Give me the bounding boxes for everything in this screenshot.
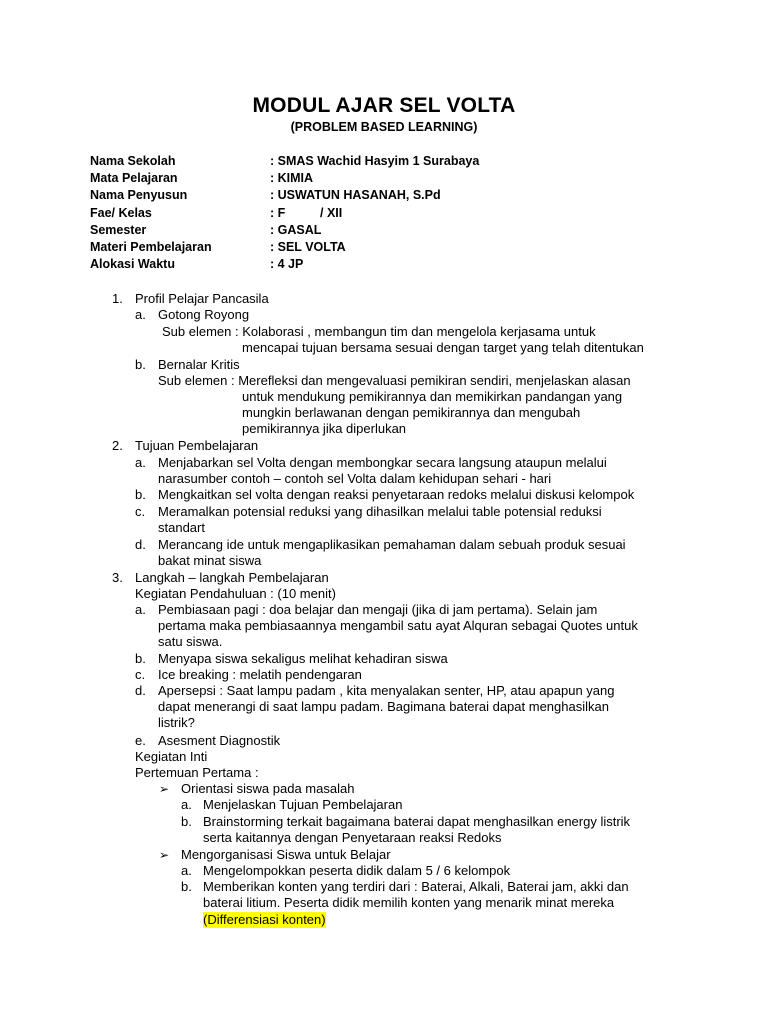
list-marker: a. — [135, 455, 146, 470]
list-item-text: Pembiasaan pagi : doa belajar dan mengaji (jika di jam pertama). Selain jam — [158, 602, 598, 617]
subsection-heading: Kegiatan Inti — [135, 749, 208, 764]
info-label: Alokasi Waktu — [90, 257, 175, 272]
list-item-text: Mengkaitkan sel volta dengan reaksi penyetaraan redoks melalui diskusi kelompok — [158, 487, 635, 502]
info-label: Fae/ Kelas — [90, 205, 152, 220]
info-label: Mata Pelajaran — [90, 171, 178, 186]
info-label: Materi Pembelajaran — [90, 239, 212, 254]
info-label: Nama Penyusun — [90, 188, 188, 203]
list-marker: b. — [135, 651, 146, 666]
list-marker: b. — [181, 879, 192, 894]
list-marker: b. — [135, 357, 146, 372]
info-row-class — [90, 206, 690, 223]
list-item-text: listrik? — [158, 715, 195, 730]
list-item-text: Menyapa siswa sekaligus melihat kehadiran siswa — [158, 651, 448, 666]
info-value: : SMAS Wachid Hasyim 1 Surabaya — [270, 154, 480, 168]
list-item-text: Ice breaking : melatih pendengaran — [158, 667, 362, 682]
sub-element-text: mencapai tujuan bersama sesuai dengan target yang telah ditentukan — [242, 340, 644, 355]
info-label: Nama Sekolah — [90, 154, 176, 168]
list-item-text: bakat minat siswa — [158, 553, 262, 568]
info-row-material — [90, 240, 690, 257]
highlighted-note: (Differensiasi konten) — [203, 912, 326, 927]
section-number: 2. — [112, 438, 123, 453]
step-title: Mengorganisasi Siswa untuk Belajar — [181, 847, 391, 862]
list-item-title: Gotong Royong — [158, 307, 250, 322]
section-heading: Langkah – langkah Pembelajaran — [135, 570, 329, 585]
list-marker: c. — [135, 667, 146, 682]
section-number: 3. — [112, 570, 123, 585]
list-item-text: Merancang ide untuk mengaplikasikan pemahaman dalam sebuah produk sesuai — [158, 537, 626, 552]
sub-element-text: Sub elemen : Merefleksi dan mengevaluasi pemikiran sendiri, menjelaskan alasan — [158, 373, 631, 388]
list-marker: b. — [181, 814, 192, 829]
list-item-text: Menjelaskan Tujuan Pembelajaran — [203, 797, 403, 812]
info-value: : GASAL — [270, 222, 322, 237]
list-marker: e. — [135, 733, 146, 748]
list-marker: a. — [135, 602, 146, 617]
list-item-text: narasumber contoh – contoh sel Volta dalam kehidupan sehari - hari — [158, 471, 552, 486]
identity-table — [90, 154, 690, 274]
list-item-text: Meramalkan potensial reduksi yang dihasilkan melalui table potensial reduksi — [158, 504, 602, 519]
list-item-text: Mengelompokkan peserta didik dalam 5 / 6 kelompok — [203, 863, 511, 878]
list-item-title: Bernalar Kritis — [158, 357, 240, 372]
list-item-text: standart — [158, 520, 205, 535]
list-marker: d. — [135, 683, 146, 698]
info-row-subject — [90, 171, 690, 188]
arrow-bullet-icon: ➢ — [159, 782, 170, 796]
list-marker: a. — [181, 863, 192, 878]
list-item-text: Brainstorming terkait bagaimana baterai dapat menghasilkan energy listrik — [203, 814, 631, 829]
document-title: MODUL AJAR SEL VOLTA — [252, 94, 516, 117]
list-marker: d. — [135, 537, 146, 552]
list-marker: a. — [135, 307, 146, 322]
info-row-author — [90, 188, 690, 205]
info-value: : F / XII — [270, 205, 343, 220]
list-item-text: baterai litium. Peserta didik memilih konten yang menarik minat mereka — [203, 895, 615, 910]
list-item-text: satu siswa. — [158, 634, 223, 649]
list-item-text: Menjabarkan sel Volta dengan membongkar secara langsung ataupun melalui — [158, 455, 607, 470]
section-number: 1. — [112, 291, 123, 306]
document-subtitle: (PROBLEM BASED LEARNING) — [290, 120, 478, 134]
sub-element-text: mungkin berlawanan dengan pemikirannya dan mengubah — [242, 405, 581, 420]
info-value: : KIMIA — [270, 171, 314, 186]
list-item-text: Apersepsi : Saat lampu padam , kita menyalakan senter, HP, atau apapun yang — [158, 683, 615, 698]
list-marker: b. — [135, 487, 146, 502]
list-item-text: dapat menerangi di saat lampu padam. Bagimana baterai dapat menghasilkan — [158, 699, 609, 714]
arrow-bullet-icon: ➢ — [159, 848, 170, 862]
step-title: Orientasi siswa pada masalah — [181, 781, 355, 796]
section-heading: Profil Pelajar Pancasila — [135, 291, 269, 306]
sub-element-text: Sub elemen : Kolaborasi , membangun tim dan mengelola kerjasama untuk — [162, 324, 596, 339]
info-value: : 4 JP — [270, 257, 304, 272]
info-label: Semester — [90, 222, 147, 237]
list-item-text: Memberikan konten yang terdiri dari : Baterai, Alkali, Baterai jam, akki dan — [203, 879, 629, 894]
subsection-heading: Kegiatan Pendahuluan : (10 menit) — [135, 586, 336, 601]
info-row-semester — [90, 223, 690, 240]
list-marker: c. — [135, 504, 146, 519]
list-item-text: Asesment Diagnostik — [158, 733, 281, 748]
subsection-heading: Pertemuan Pertama : — [135, 765, 259, 780]
list-item-text: serta kaitannya dengan Penyetaraan reaksi Redoks — [203, 830, 502, 845]
list-marker: a. — [181, 797, 192, 812]
section-heading: Tujuan Pembelajaran — [135, 438, 259, 453]
info-value: : USWATUN HASANAH, S.Pd — [270, 188, 441, 203]
list-item-text: pertama maka pembiasaannya mengambil satu ayat Alquran sebagai Quotes untuk — [158, 618, 638, 633]
info-row-time — [90, 257, 690, 274]
info-row-school — [90, 154, 690, 171]
sub-element-text: untuk mendukung pemikirannya dan memikirkan pandangan yang — [242, 389, 623, 404]
sub-element-text: pemikirannya jika diperlukan — [242, 421, 407, 436]
info-value: : SEL VOLTA — [270, 239, 346, 254]
